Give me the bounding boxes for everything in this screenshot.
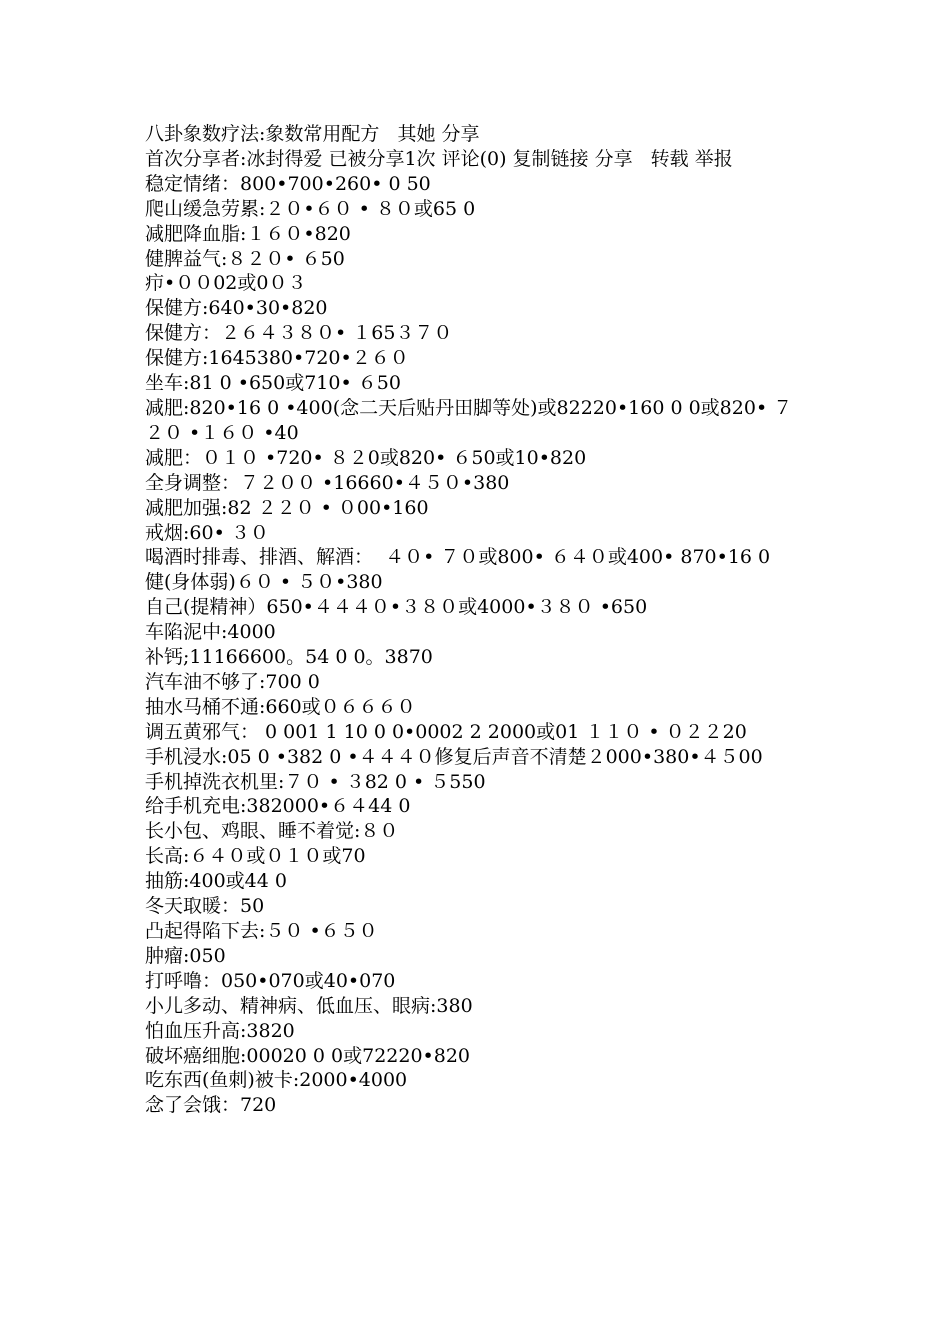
document-body (145, 122, 807, 1118)
recipe-line: 疖•００02或0０３ (145, 272, 307, 295)
recipe-line: 小儿多动、精神病、低血压、眼病:380 (145, 994, 473, 1017)
recipe-line: 减肥：０１０ •720• ８２0或820• ６50或10•820 (145, 446, 587, 469)
recipe-line: 抽水马桶不通:660或０６６６０ (145, 695, 416, 718)
recipe-line: 吃东西(鱼刺)被卡:2000•4000 (145, 1069, 408, 1092)
recipe-line: 全身调整：７２００ •16660•４５０•380 (145, 471, 510, 494)
recipe-line: 喝酒时排毒、排酒、解酒： ４０• ７０或800• ６４０或400• 870•16 0 (145, 546, 771, 569)
recipe-line: 减肥降血脂:１６０•820 (145, 222, 351, 245)
recipe-line: 打呼噜：050•070或40•070 (145, 969, 396, 992)
recipe-line: 保健方:640•30•820 (145, 297, 328, 320)
recipe-line: 凸起得陷下去:５０ •６５０ (145, 920, 378, 942)
recipe-line: 调五黄邪气： 0 001 1 10 0 0•0002 2 2000或01 １１０ • ０２２20 (145, 720, 747, 743)
recipe-line: 手机浸水:05 0 •382 0 •４４４０修复后声音不清楚２000•380•４５00 (145, 745, 763, 768)
recipe-line: 长高:６４０或０１０或70 (145, 845, 366, 868)
recipe-line: 坐车:81 0 •650或710• ６50 (145, 372, 401, 395)
document-title: 八卦象数疗法:象数常用配方 其她 分享 (145, 123, 480, 145)
recipe-line: 车陷泥中:4000 (145, 621, 276, 644)
recipe-line: 长小包、鸡眼、睡不着觉:８０ (145, 820, 399, 843)
recipe-line: 减肥加强:82 ２２０ • ０00•160 (145, 496, 429, 519)
recipe-line: 肿瘤:050 (145, 944, 226, 967)
recipe-line: 冬天取暖：50 (145, 895, 265, 918)
recipe-line: 戒烟:60• ３０ (145, 521, 269, 544)
recipe-line: 念了会饿：720 (145, 1094, 277, 1117)
recipe-line: 稳定情绪：800•700•260• 0 50 (145, 172, 431, 195)
recipe-line: 爬山缓急劳累:２０•６０ • ８０或65 0 (145, 197, 476, 220)
share-info-line: 首次分享者:冰封得爱 已被分享1次 评论(0) 复制链接 分享 转载 举报 (145, 147, 733, 170)
recipe-line: 补钙;11166600。54 0 0。3870 (145, 646, 433, 669)
recipe-line: 破坏癌细胞:00020 0 0或72220•820 (145, 1044, 471, 1067)
recipe-line: 健脾益气:８２０• ６50 (145, 247, 345, 270)
recipe-line: 汽车油不够了:700 0 (145, 670, 320, 693)
recipe-line: 给手机充电:382000•６４44 0 (145, 795, 411, 818)
recipe-line: 抽筋:400或44 0 (145, 870, 287, 893)
recipe-line: 健(身体弱)６０ • ５０•380 (145, 571, 383, 594)
recipe-line: 手机掉洗衣机里:７０ • ３82 0 • ５550 (145, 770, 486, 793)
recipe-line: 保健方：２６４３８０• １65３７０ (145, 322, 453, 345)
recipe-line: 自己(提精神）650•４４４０•３８０或4000•３８０ •650 (145, 596, 648, 619)
recipe-line: 怕血压升高:3820 (145, 1019, 295, 1042)
recipe-line: 减肥:820•16 0 •400(念二天后贴丹田脚等处)或82220•160 0 0或820• ７２０ •１６０ •40 (145, 396, 793, 444)
recipe-line: 保健方:1645380•720•２６０ (145, 347, 409, 370)
